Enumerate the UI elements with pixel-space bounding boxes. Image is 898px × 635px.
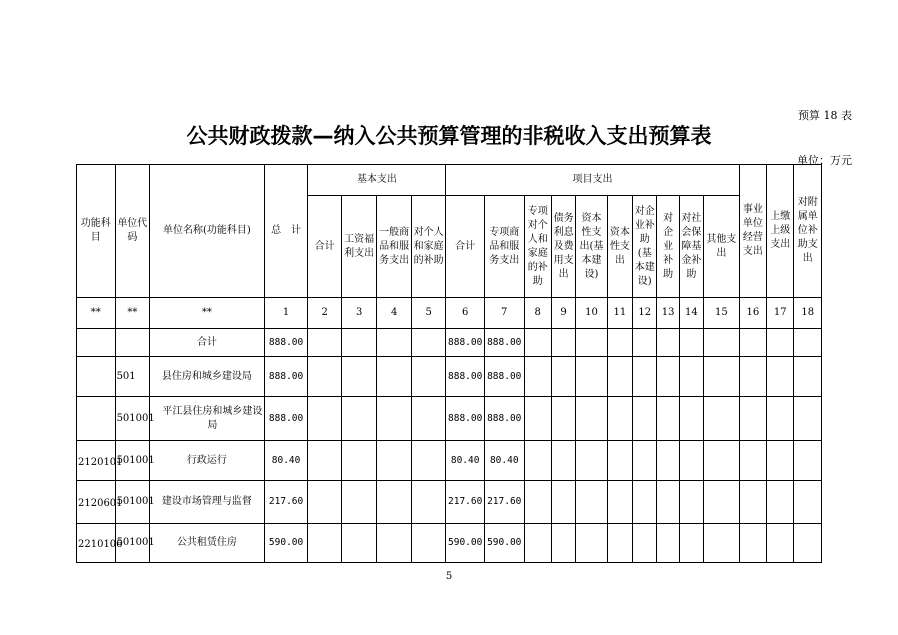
header-project-goods: 专项商品和服务支出 [484,196,524,298]
header-project-capital-construction: 资本性支出(基本建设) [576,196,607,298]
header-project-group: 项目支出 [446,165,739,196]
func-code-cell: 2120601 [77,481,116,524]
header-turn-in: 上缴上级支出 [767,165,794,298]
unit-name-cell: 县住房和城乡建设局 [150,357,265,397]
project-total-cell: 888.00 [446,357,485,397]
header-subsidy: 对附属单位补助支出 [794,165,822,298]
header-basic-personal: 对个人和家庭的补助 [411,196,446,298]
header-project-social-security: 对社会保障基金补助 [679,196,703,298]
func-code-cell [77,357,116,397]
index-cell: 12 [633,298,657,329]
project-goods-cell: 217.60 [484,481,524,524]
total-cell: 888.00 [264,329,308,357]
unit-code-cell: 501001 [115,397,150,441]
header-basic-total: 合计 [308,196,341,298]
index-cell: 13 [657,298,679,329]
header-basic-group: 基本支出 [308,165,446,196]
header-project-personal: 专项对个人和家庭的补助 [524,196,551,298]
total-cell: 590.00 [264,524,308,563]
unit-name-cell: 公共租赁住房 [150,524,265,563]
index-cell: 4 [377,298,412,329]
project-total-cell: 590.00 [446,524,485,563]
header-func-code: 功能科目 [77,165,116,298]
index-cell: 14 [679,298,703,329]
func-code-cell: 2210106 [77,524,116,563]
index-cell: 16 [739,298,766,329]
page-title: 公共财政拨款—纳入公共预算管理的非税收入支出预算表 [186,124,712,148]
header-project-enterprise: 对企业补助 [657,196,679,298]
func-code-cell: 2120101 [77,441,116,481]
project-goods-cell: 888.00 [484,397,524,441]
index-cell: 11 [607,298,632,329]
func-code-cell [77,329,116,357]
table-number: 预算 18 表 [798,109,852,122]
header-total: 总 计 [264,165,308,298]
header-project-other: 其他支出 [704,196,740,298]
project-goods-cell: 590.00 [484,524,524,563]
project-total-cell: 888.00 [446,397,485,441]
unit-name-cell: 行政运行 [150,441,265,481]
unit-name-cell: 合计 [150,329,265,357]
index-cell: 9 [551,298,575,329]
project-total-cell: 888.00 [446,329,485,357]
unit-code-cell: 501 [115,357,150,397]
project-goods-cell: 888.00 [484,329,524,357]
func-code-cell [77,397,116,441]
header-project-capital: 资本性支出 [607,196,632,298]
unit-code-cell: 501001 [115,441,150,481]
total-cell: 80.40 [264,441,308,481]
header-basic-goods: 一般商品和服务支出 [377,196,412,298]
table-row [77,481,822,524]
unit-name-cell: 平江县住房和城乡建设局 [150,397,265,441]
total-cell: 888.00 [264,397,308,441]
unit-label: 单位：万元 [797,154,852,167]
index-cell: 10 [576,298,607,329]
index-cell: 15 [704,298,740,329]
index-cell: 5 [411,298,446,329]
header-unit-name: 单位名称(功能科目) [150,165,265,298]
index-cell: 3 [341,298,377,329]
index-cell: 18 [794,298,822,329]
index-cell: ** [115,298,150,329]
header-business: 事业单位经营支出 [739,165,766,298]
unit-name-cell: 建设市场管理与监督 [150,481,265,524]
project-goods-cell: 888.00 [484,357,524,397]
page-number: 5 [445,571,453,582]
project-total-cell: 80.40 [446,441,485,481]
header-basic-wages: 工资福利支出 [341,196,377,298]
index-cell: 2 [308,298,341,329]
index-cell: 8 [524,298,551,329]
index-cell: 17 [767,298,794,329]
header-project-total: 合计 [446,196,485,298]
unit-code-cell: 501001 [115,481,150,524]
table-row [77,441,822,481]
index-cell: 7 [484,298,524,329]
header-project-enterprise-construction: 对企业补助(基本建设) [633,196,657,298]
table-row [77,397,822,441]
header-project-debt: 债务利息及费用支出 [551,196,575,298]
index-cell: 6 [446,298,485,329]
total-cell: 217.60 [264,481,308,524]
index-cell: 1 [264,298,308,329]
table-row [77,329,822,357]
index-cell: ** [77,298,116,329]
project-total-cell: 217.60 [446,481,485,524]
table-row [77,357,822,397]
unit-code-cell [115,329,150,357]
budget-table [76,164,822,563]
project-goods-cell: 80.40 [484,441,524,481]
total-cell: 888.00 [264,357,308,397]
index-cell: ** [150,298,265,329]
unit-code-cell: 501001 [115,524,150,563]
table-row [77,524,822,563]
header-unit-code: 单位代码 [115,165,150,298]
